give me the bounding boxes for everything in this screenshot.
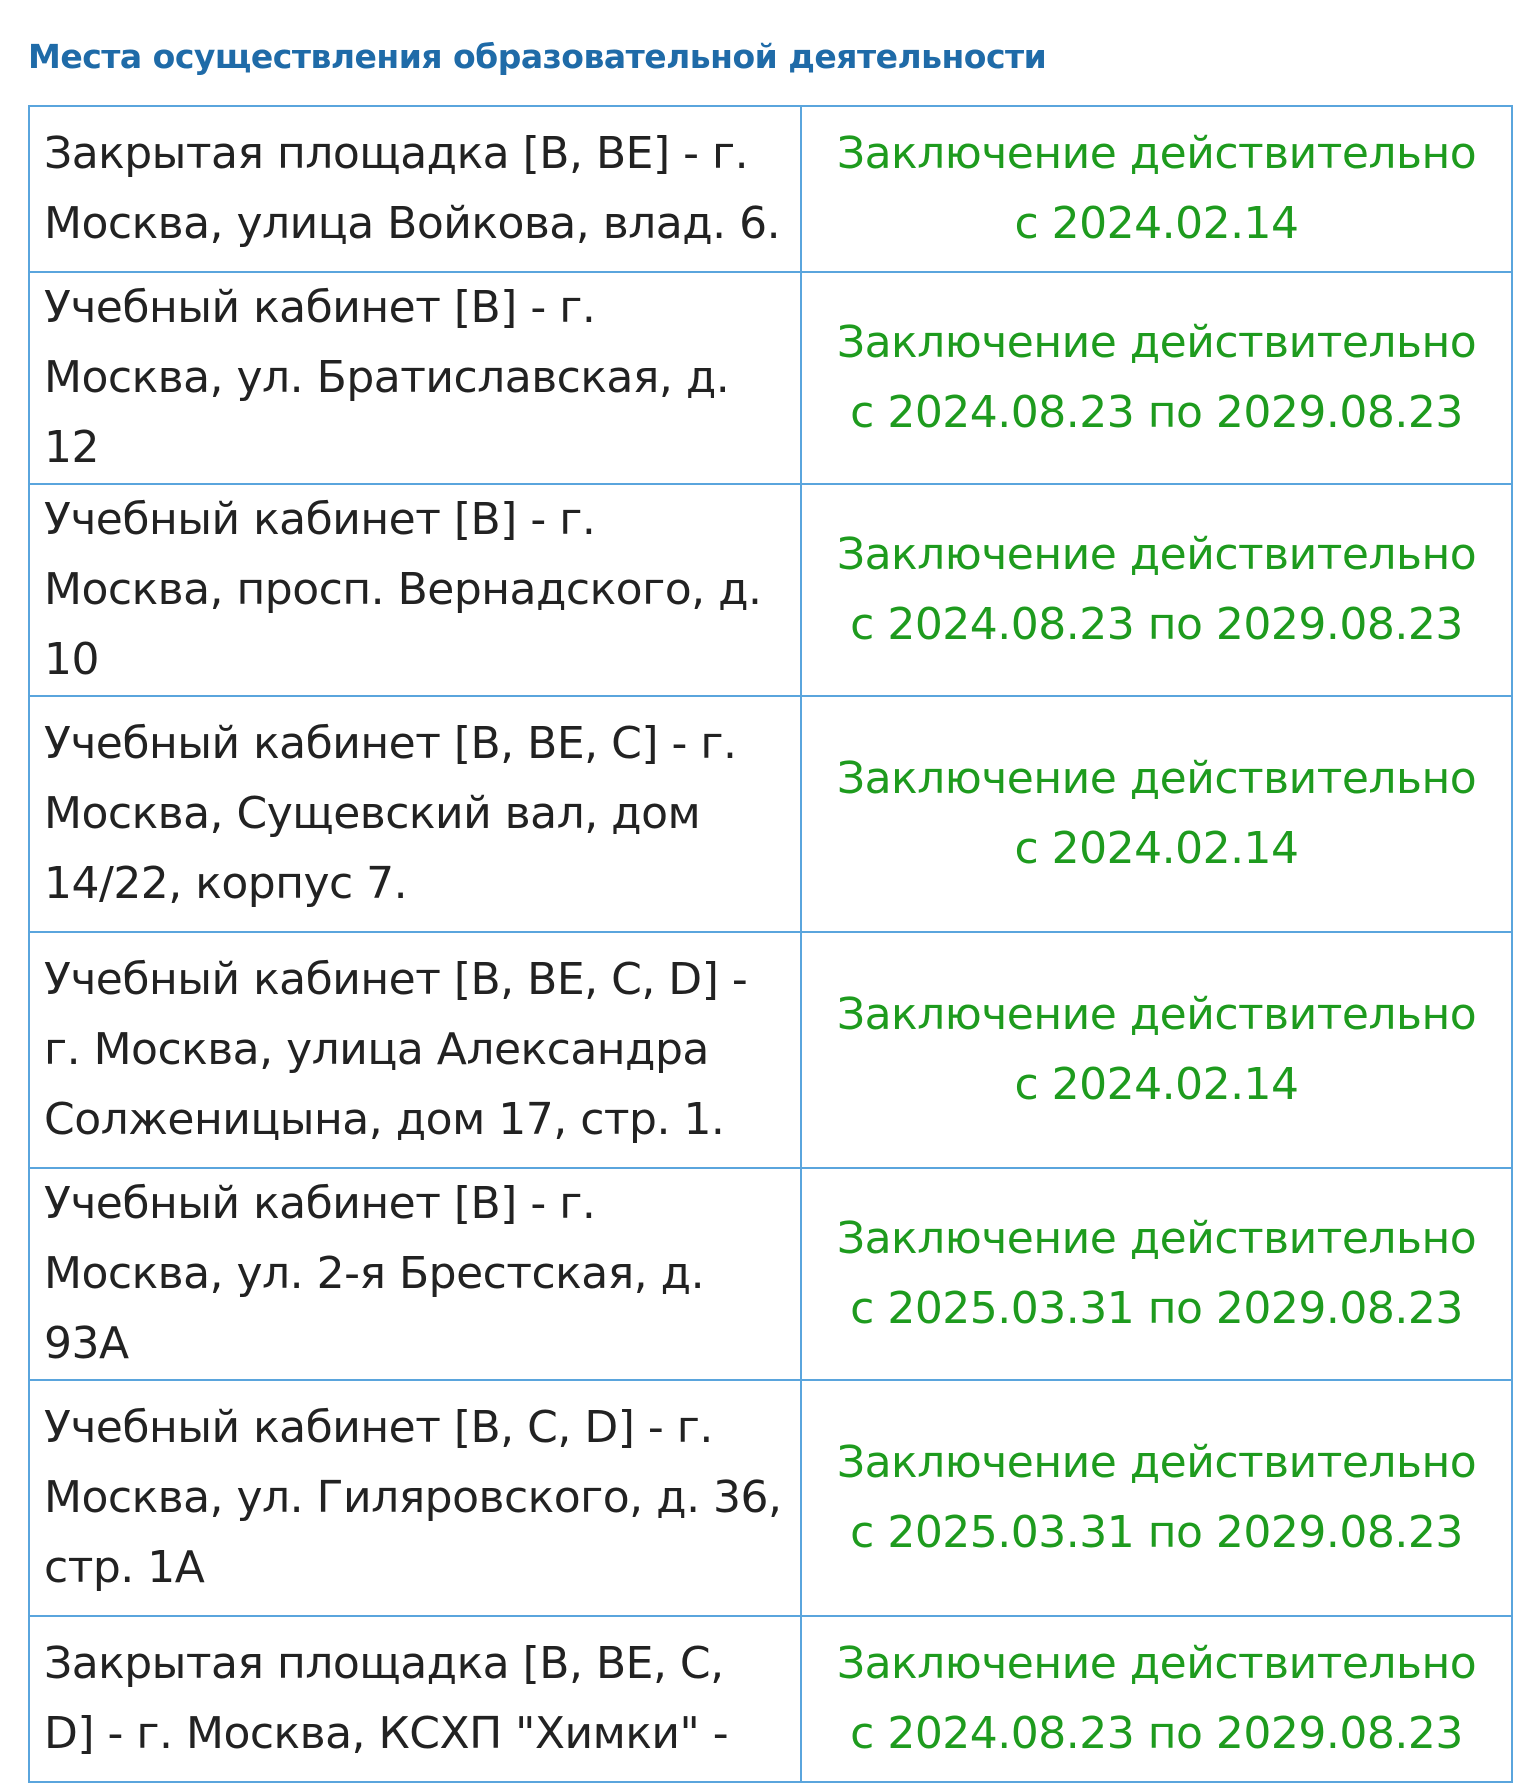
permit-status xyxy=(801,1168,1512,1380)
place-name: Учебный кабинет [B] - г. Москва, ул. 2-я Брестская, д. 93А xyxy=(29,1168,801,1380)
status-text: Заключение действительно xyxy=(836,1213,1477,1264)
place-name: Закрытая площадка [B, BE, C, D] - г. Москва, КСХП "Химки" - xyxy=(29,1616,801,1782)
place-name: Учебный кабинет [B, BE, C] - г. Москва, Сущевский вал, дом 14/22, корпус 7. xyxy=(29,696,801,932)
section-title: Места осуществления образовательной деятельности xyxy=(28,37,1047,76)
place-name: Учебный кабинет [B, BE, C, D] - г. Москва, улица Александра Солженицына, дом 17, стр. 1. xyxy=(29,932,801,1168)
status-text: Заключение действительно xyxy=(836,529,1477,580)
status-text: Заключение действительно xyxy=(836,1437,1477,1488)
places-table xyxy=(28,105,1513,1783)
status-dates: с 2024.02.14 xyxy=(1014,198,1299,249)
permit-status xyxy=(801,932,1512,1168)
table-row xyxy=(29,484,1512,696)
permit-status xyxy=(801,106,1512,272)
status-dates: с 2024.08.23 по 2029.08.23 xyxy=(850,599,1463,650)
status-text: Заключение действительно xyxy=(836,989,1477,1040)
status-dates: с 2025.03.31 по 2029.08.23 xyxy=(850,1283,1463,1334)
place-name: Учебный кабинет [B] - г. Москва, просп. Вернадского, д. 10 xyxy=(29,484,801,696)
status-dates: с 2025.03.31 по 2029.08.23 xyxy=(850,1507,1463,1558)
table-row xyxy=(29,696,1512,932)
status-dates: с 2024.08.23 по 2029.08.23 xyxy=(850,1708,1463,1759)
table-row xyxy=(29,106,1512,272)
status-dates: с 2024.02.14 xyxy=(1014,823,1299,874)
permit-status xyxy=(801,272,1512,484)
status-text: Заключение действительно xyxy=(836,128,1477,179)
permit-status xyxy=(801,1616,1512,1782)
place-name: Учебный кабинет [B] - г. Москва, ул. Братиславская, д. 12 xyxy=(29,272,801,484)
table-row xyxy=(29,932,1512,1168)
permit-status xyxy=(801,484,1512,696)
table-row xyxy=(29,1168,1512,1380)
permit-status xyxy=(801,696,1512,932)
place-name: Закрытая площадка [B, BE] - г. Москва, улица Войкова, влад. 6. xyxy=(29,106,801,272)
status-text: Заключение действительно xyxy=(836,1638,1477,1689)
status-dates: с 2024.08.23 по 2029.08.23 xyxy=(850,387,1463,438)
status-dates: с 2024.02.14 xyxy=(1014,1059,1299,1110)
place-name: Учебный кабинет [B, C, D] - г. Москва, ул. Гиляровского, д. 36, стр. 1А xyxy=(29,1380,801,1616)
table-row xyxy=(29,272,1512,484)
table-row xyxy=(29,1380,1512,1616)
status-text: Заключение действительно xyxy=(836,317,1477,368)
permit-status xyxy=(801,1380,1512,1616)
table-row xyxy=(29,1616,1512,1782)
status-text: Заключение действительно xyxy=(836,753,1477,804)
